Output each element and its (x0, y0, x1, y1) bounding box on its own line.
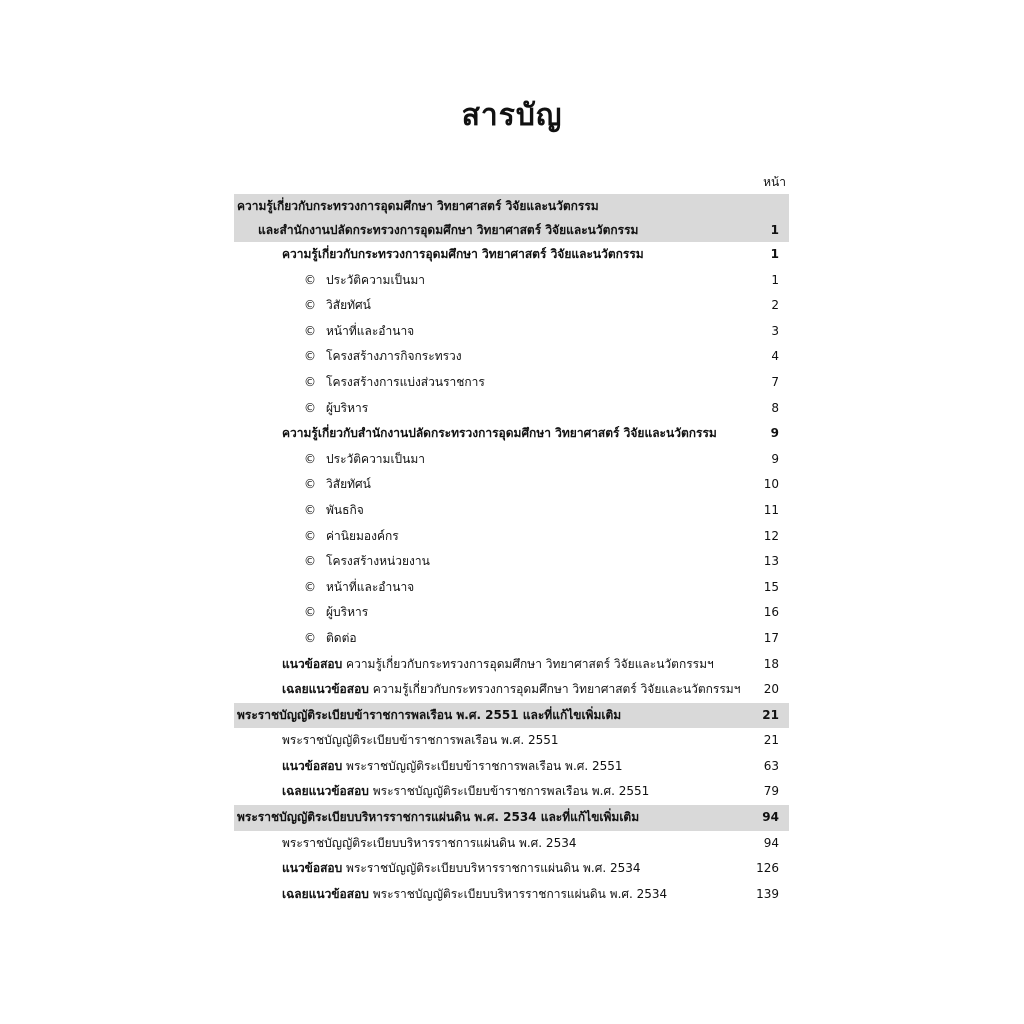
toc-page-number: 3 (771, 323, 779, 338)
toc-page-number: 79 (763, 784, 779, 799)
toc-entry-label: ผู้บริหาร (326, 400, 369, 415)
toc-entry-text (304, 370, 485, 396)
table-of-contents (234, 194, 789, 907)
toc-entry-lead: เฉลยแนวข้อสอบ (282, 784, 369, 799)
toc-section-title: พระราชบัญญัติระเบียบบริหารราชการแผ่นดิน พ.ศ. 2534 และที่แก้ไขเพิ่มเติม (237, 810, 640, 825)
toc-entry-label: พระราชบัญญัติระเบียบข้าราชการพลเรือน พ.ศ. 2551 (368, 784, 650, 799)
toc-entry-label: วิสัยทัศน์ (326, 477, 371, 492)
toc-entry-label: พันธกิจ (326, 502, 364, 517)
toc-row[interactable] (234, 242, 789, 268)
toc-entry-text (304, 268, 425, 294)
toc-page-number: 1 (770, 247, 779, 261)
toc-entry-text (304, 293, 371, 319)
toc-page-number: 9 (771, 451, 779, 466)
toc-entry-text (304, 344, 462, 370)
toc-entry-text (304, 396, 368, 422)
toc-row[interactable] (234, 652, 789, 678)
copyright-bullet-icon: © (304, 528, 316, 543)
toc-page-number: 1 (771, 272, 779, 287)
toc-entry-label: ค่านิยมองค์กร (326, 528, 399, 543)
toc-section-title: และสำนักงานปลัดกระทรวงการอุดมศึกษา วิทยาศาสตร์ วิจัยและนวัตกรรม (258, 223, 639, 237)
page-title: สารบัญ (461, 98, 563, 133)
toc-page-number: 8 (771, 400, 779, 415)
toc-row[interactable] (234, 472, 789, 498)
toc-row[interactable] (234, 754, 789, 780)
toc-page-number: 20 (763, 682, 779, 697)
toc-entry-label: ติดต่อ (326, 630, 357, 645)
toc-page-number: 21 (762, 707, 779, 722)
toc-page-number: 126 (756, 861, 779, 876)
toc-page-number: 15 (763, 579, 779, 594)
toc-entry-text: พระราชบัญญัติระเบียบบริหารราชการแผ่นดิน พ.ศ. 2534 (282, 835, 577, 850)
toc-entry-text (304, 319, 414, 345)
toc-entry-text (282, 754, 623, 780)
toc-entry-lead: เฉลยแนวข้อสอบ (282, 886, 369, 901)
toc-entry-label: หน้าที่และอำนาจ (326, 579, 415, 594)
toc-entry-text: ความรู้เกี่ยวกับสำนักงานปลัดกระทรวงการอุดมศึกษา วิทยาศาสตร์ วิจัยและนวัตกรรม (282, 426, 717, 441)
toc-page-number: 2 (771, 298, 779, 313)
copyright-bullet-icon: © (304, 374, 316, 389)
toc-section-row[interactable] (234, 703, 789, 729)
toc-entry-text: พระราชบัญญัติระเบียบข้าราชการพลเรือน พ.ศ. 2551 (282, 733, 559, 748)
toc-entry-label: หน้าที่และอำนาจ (326, 323, 415, 338)
toc-section-title: ความรู้เกี่ยวกับกระทรวงการอุดมศึกษา วิทยาศาสตร์ วิจัยและนวัตกรรม (237, 199, 599, 213)
toc-row[interactable] (234, 626, 789, 652)
toc-entry-lead: แนวข้อสอบ (282, 758, 343, 773)
toc-entry-text (304, 575, 414, 601)
toc-page-number: 16 (763, 605, 779, 620)
toc-row[interactable] (234, 421, 789, 447)
toc-entry-label: ความรู้เกี่ยวกับกระทรวงการอุดมศึกษา วิทยาศาสตร์ วิจัยและนวัตกรรมฯ (342, 656, 714, 671)
toc-page-number: 1 (770, 223, 779, 237)
toc-entry-text (304, 447, 425, 473)
copyright-bullet-icon: © (304, 451, 316, 466)
copyright-bullet-icon: © (304, 630, 316, 645)
toc-row[interactable] (234, 575, 789, 601)
toc-row[interactable] (234, 396, 789, 422)
toc-row[interactable] (234, 293, 789, 319)
toc-page-number: 94 (762, 810, 779, 825)
toc-page-number: 11 (763, 502, 779, 517)
toc-entry-text: ความรู้เกี่ยวกับกระทรวงการอุดมศึกษา วิทยาศาสตร์ วิจัยและนวัตกรรม (282, 247, 644, 261)
toc-row[interactable] (234, 856, 789, 882)
toc-row[interactable] (234, 882, 789, 908)
toc-section-title: พระราชบัญญัติระเบียบข้าราชการพลเรือน พ.ศ. 2551 และที่แก้ไขเพิ่มเติม (237, 707, 622, 722)
toc-entry-label: โครงสร้างภารกิจกระทรวง (326, 349, 462, 364)
toc-row[interactable] (234, 498, 789, 524)
toc-entry-label: ความรู้เกี่ยวกับกระทรวงการอุดมศึกษา วิทยาศาสตร์ วิจัยและนวัตกรรมฯ (368, 682, 741, 697)
toc-entry-label: ประวัติความเป็นมา (326, 451, 426, 466)
copyright-bullet-icon: © (304, 349, 316, 364)
toc-page-number: 7 (771, 374, 779, 389)
copyright-bullet-icon: © (304, 579, 316, 594)
page-column-header: หน้า (763, 175, 786, 189)
toc-entry-text (304, 524, 399, 550)
toc-row[interactable] (234, 549, 789, 575)
toc-entry-text (282, 856, 641, 882)
toc-entry-text (282, 677, 740, 703)
toc-entry-text (282, 882, 667, 908)
toc-row[interactable] (234, 524, 789, 550)
toc-row[interactable] (234, 370, 789, 396)
toc-page-number: 139 (756, 886, 779, 901)
toc-row[interactable] (234, 728, 789, 754)
toc-page-number: 10 (763, 477, 779, 492)
toc-entry-text (304, 498, 364, 524)
toc-row[interactable] (234, 344, 789, 370)
toc-row[interactable] (234, 319, 789, 345)
copyright-bullet-icon: © (304, 400, 316, 415)
toc-entry-label: โครงสร้างการแบ่งส่วนราชการ (326, 374, 485, 389)
toc-section-row[interactable] (234, 194, 789, 218)
toc-entry-text (304, 600, 368, 626)
toc-entry-lead: เฉลยแนวข้อสอบ (282, 682, 369, 697)
copyright-bullet-icon: © (304, 605, 316, 620)
copyright-bullet-icon: © (304, 272, 316, 287)
toc-page-number: 13 (763, 554, 779, 569)
toc-entry-text (304, 626, 357, 652)
toc-row[interactable] (234, 779, 789, 805)
toc-row[interactable] (234, 268, 789, 294)
copyright-bullet-icon: © (304, 477, 316, 492)
toc-page-number: 94 (763, 835, 779, 850)
toc-page-number: 9 (770, 426, 779, 441)
toc-entry-text (304, 549, 430, 575)
toc-entry-label: พระราชบัญญัติระเบียบบริหารราชการแผ่นดิน พ.ศ. 2534 (342, 861, 641, 876)
toc-row[interactable] (234, 447, 789, 473)
toc-entry-text (304, 472, 371, 498)
toc-page-number: 17 (763, 630, 779, 645)
copyright-bullet-icon: © (304, 502, 316, 517)
copyright-bullet-icon: © (304, 298, 316, 313)
toc-entry-lead: แนวข้อสอบ (282, 656, 343, 671)
toc-page-number: 63 (763, 758, 779, 773)
toc-entry-label: ประวัติความเป็นมา (326, 272, 426, 287)
toc-section-row[interactable] (234, 218, 789, 242)
toc-section-row[interactable] (234, 805, 789, 831)
toc-page-number: 4 (771, 349, 779, 364)
toc-entry-label: พระราชบัญญัติระเบียบข้าราชการพลเรือน พ.ศ. 2551 (342, 758, 623, 773)
toc-page-number: 18 (763, 656, 779, 671)
toc-page-number: 21 (763, 733, 779, 748)
toc-entry-label: ผู้บริหาร (326, 605, 369, 620)
toc-entry-text (282, 779, 649, 805)
copyright-bullet-icon: © (304, 554, 316, 569)
toc-row[interactable] (234, 600, 789, 626)
toc-entry-label: โครงสร้างหน่วยงาน (326, 554, 430, 569)
copyright-bullet-icon: © (304, 323, 316, 338)
toc-entry-lead: แนวข้อสอบ (282, 861, 343, 876)
toc-row[interactable] (234, 831, 789, 857)
toc-entry-label: พระราชบัญญัติระเบียบบริหารราชการแผ่นดิน พ.ศ. 2534 (368, 886, 668, 901)
toc-page-number: 12 (763, 528, 779, 543)
toc-entry-label: วิสัยทัศน์ (326, 298, 371, 313)
toc-entry-text (282, 652, 714, 678)
toc-row[interactable] (234, 677, 789, 703)
